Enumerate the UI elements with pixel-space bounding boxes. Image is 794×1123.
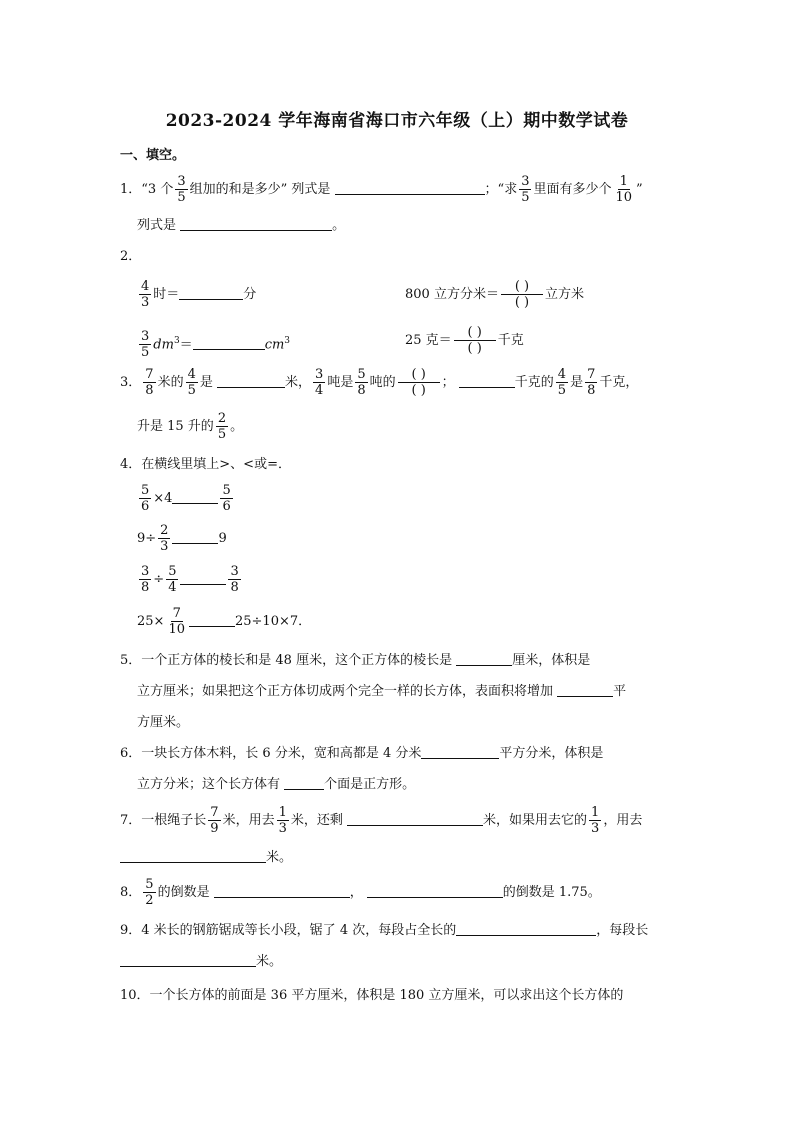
q3-f5-num: 4 bbox=[557, 367, 567, 382]
q4-i4-rhs: 25÷10×7． bbox=[234, 614, 312, 629]
q7-text-a: 一根绳子长 bbox=[141, 813, 207, 828]
question-8 bbox=[120, 876, 601, 910]
q3-f5-den: 5 bbox=[557, 383, 567, 398]
q1-text-c: ；“求 bbox=[484, 182, 518, 197]
q2-i4-den-blank: ( ) bbox=[467, 341, 482, 356]
q4-i3-blank[interactable] bbox=[180, 570, 226, 585]
q3-f2 bbox=[186, 368, 198, 397]
q9-text-a: 4 米长的钢筋锯成等长小段，锯了 4 次，每段占全长的 bbox=[141, 923, 457, 938]
q1-text-d: 里面有多少个 bbox=[533, 182, 612, 197]
question-5-line1 bbox=[120, 651, 590, 671]
q4-i1-op: ×4 bbox=[153, 491, 173, 506]
q4-item-3 bbox=[137, 563, 243, 597]
q3-t6: ； bbox=[441, 375, 455, 390]
q2-i1-text: 时＝ bbox=[153, 287, 180, 302]
question-9-line2 bbox=[120, 952, 282, 972]
q1-f1-num: 3 bbox=[177, 174, 186, 189]
q2-item-2 bbox=[405, 278, 584, 312]
q4-i3-b-den: 4 bbox=[168, 580, 177, 595]
q4-i3-a-num: 3 bbox=[141, 564, 150, 579]
q3-f3-den: 4 bbox=[315, 383, 324, 398]
question-7-line2 bbox=[120, 848, 292, 868]
q3-f7-num: 2 bbox=[217, 411, 227, 426]
q6-text-d: 个面是正方形。 bbox=[324, 777, 416, 792]
q8-number: 8． bbox=[120, 885, 142, 900]
question-3-line2 bbox=[137, 410, 243, 444]
q1-answer-blank-1[interactable] bbox=[335, 180, 485, 195]
q4-i1-rhs-den: 6 bbox=[222, 499, 231, 514]
q2-i2-unit: 立方米 bbox=[544, 287, 584, 302]
q6-text-a: 一块长方体木料，长 6 分米，宽和高都是 4 分米 bbox=[141, 746, 422, 761]
q3-f6-den: 8 bbox=[587, 383, 596, 398]
q2-i4-num-blank: ( ) bbox=[454, 326, 496, 341]
q4-text: 在横线里填上>、<或=． bbox=[141, 457, 291, 472]
q2-i2-den-blank: ( ) bbox=[514, 295, 530, 310]
q3-f6-num: 7 bbox=[587, 367, 596, 382]
q2-i1-den: 3 bbox=[141, 295, 150, 310]
q7-text-d: 米，如果用去它的 bbox=[483, 813, 588, 828]
q5-blank-2[interactable] bbox=[557, 682, 613, 697]
question-7-line1 bbox=[120, 804, 642, 838]
q1-text-b: 组加的和是多少” 列式是 bbox=[189, 182, 331, 197]
q1-number: 1． bbox=[120, 182, 142, 197]
q3-blank-1[interactable] bbox=[217, 373, 285, 388]
q3-t7: 千克的 bbox=[514, 375, 554, 390]
q4-i1-fraction bbox=[139, 484, 151, 513]
q8-text-c: 的倒数是 1.75。 bbox=[502, 885, 601, 900]
q3-f1 bbox=[143, 368, 155, 397]
page-title: 2023-2024 学年海南省海口市六年级（上）期中数学试卷 bbox=[165, 111, 629, 131]
q7-f3 bbox=[589, 806, 601, 835]
q2-i2-fraction-blank[interactable] bbox=[501, 280, 543, 309]
q2-i1-fraction bbox=[139, 280, 151, 309]
q2-number: 2． bbox=[120, 249, 142, 264]
q8-den: 2 bbox=[145, 893, 154, 908]
q3-f2-num: 4 bbox=[187, 367, 196, 382]
q3-f4-num: 5 bbox=[357, 367, 366, 382]
q4-i3-rhs-num: 3 bbox=[230, 564, 239, 579]
q3-t3: 米， bbox=[285, 375, 312, 390]
q2-i1-num: 4 bbox=[141, 279, 150, 294]
q1-text-a: “3 个 bbox=[141, 182, 174, 197]
q4-i1-num: 5 bbox=[141, 483, 150, 498]
q7-blank-1[interactable] bbox=[347, 811, 483, 826]
q8-fraction bbox=[143, 878, 155, 907]
q4-i1-rhs-num: 5 bbox=[222, 483, 231, 498]
q9-text-b: ，每段长 bbox=[596, 923, 649, 938]
q4-i2-den: 3 bbox=[160, 539, 169, 554]
q3-t1: 米的 bbox=[157, 375, 184, 390]
q5-text-b: 厘米，体积是 bbox=[512, 653, 591, 668]
q9-blank-2[interactable] bbox=[120, 952, 256, 967]
question-5-line3: 方厘米。 bbox=[137, 715, 190, 730]
question-6-line1 bbox=[120, 744, 603, 764]
q1-f1-den: 5 bbox=[177, 190, 186, 205]
q3-f3-num: 3 bbox=[315, 367, 324, 382]
q2-i3-blank[interactable] bbox=[193, 335, 265, 350]
q7-f1-num: 7 bbox=[210, 805, 219, 820]
q3-t9: 千克， bbox=[599, 375, 639, 390]
q1-fraction-2 bbox=[519, 175, 531, 204]
q7-blank-2[interactable] bbox=[120, 848, 266, 863]
q2-item-3 bbox=[137, 324, 290, 362]
q4-i3-fraction-a bbox=[139, 565, 151, 594]
q3-paren-num: ( ) bbox=[398, 368, 440, 383]
q3-f2-den: 5 bbox=[187, 383, 196, 398]
q5-text-c: 立方厘米；如果把这个正方体切成两个完全一样的长方体，表面积将增加 bbox=[137, 684, 554, 699]
q2-i3-unit-cm: cm bbox=[264, 337, 285, 353]
q2-i1-blank[interactable] bbox=[179, 285, 243, 300]
q4-i1-rhs bbox=[220, 484, 232, 513]
q8-text-a: 的倒数是 bbox=[157, 885, 210, 900]
q7-f3-num: 1 bbox=[591, 805, 600, 820]
q2-i2-num-blank: ( ) bbox=[501, 280, 543, 295]
q2-i3-exp2: 3 bbox=[284, 336, 291, 346]
question-9-line1 bbox=[120, 921, 648, 941]
q2-i3-exp: 3 bbox=[173, 336, 180, 346]
q4-i2-num: 2 bbox=[160, 523, 169, 538]
q4-i2-blank[interactable] bbox=[172, 529, 218, 544]
q3-f1-den: 8 bbox=[145, 383, 154, 398]
q1-text-e: ” bbox=[636, 182, 643, 197]
q7-number: 7． bbox=[120, 813, 142, 828]
q1-answer-blank-2[interactable] bbox=[180, 216, 332, 231]
q5-text-d: 平 bbox=[613, 684, 627, 699]
q4-i3-rhs bbox=[228, 565, 240, 594]
q2-i3-eq: ＝ bbox=[179, 337, 193, 353]
q4-i3-a-den: 8 bbox=[141, 580, 150, 595]
q3-f4 bbox=[355, 368, 367, 397]
q2-i4-text: 25 克＝ bbox=[405, 333, 452, 348]
q3-f4-den: 8 bbox=[357, 383, 366, 398]
q4-i1-den: 6 bbox=[141, 499, 150, 514]
q4-i3-b-num: 5 bbox=[168, 564, 177, 579]
q4-number: 4． bbox=[120, 457, 142, 472]
q2-i3-den: 5 bbox=[141, 345, 150, 361]
q4-i4-den: 10 bbox=[168, 622, 185, 637]
q5-text-a: 一个正方体的棱长和是 48 厘米，这个正方体的棱长是 bbox=[141, 653, 453, 668]
q1-f3-den: 10 bbox=[615, 190, 633, 205]
q3-t2: 是 bbox=[199, 375, 213, 390]
q1-line2-end: 。 bbox=[332, 218, 346, 233]
q6-number: 6． bbox=[120, 746, 142, 761]
q4-i4-pre: 25× bbox=[137, 614, 165, 629]
q10-number: 10． bbox=[120, 988, 150, 1003]
section-heading: 一、填空。 bbox=[120, 148, 186, 163]
q4-i4-fraction bbox=[166, 607, 187, 636]
q7-f2-den: 3 bbox=[278, 821, 287, 836]
q4-i2-pre: 9÷ bbox=[137, 531, 157, 546]
q6-text-b: 平方分米，体积是 bbox=[499, 746, 604, 761]
q3-f7 bbox=[216, 412, 228, 441]
question-1-line1 bbox=[120, 173, 643, 207]
q6-blank-2[interactable] bbox=[284, 775, 324, 790]
q4-i3-op: ÷ bbox=[153, 572, 165, 587]
q7-f2-num: 1 bbox=[278, 805, 287, 820]
q1-f2-den: 5 bbox=[521, 190, 530, 205]
q6-text-c: 立方分米；这个长方体有 bbox=[137, 777, 281, 792]
q4-i4-num: 7 bbox=[172, 606, 181, 621]
q3-fraction-blank[interactable] bbox=[398, 368, 440, 397]
q2-i1-unit: 分 bbox=[243, 287, 257, 302]
q3-f6 bbox=[585, 368, 597, 397]
q4-i1-blank[interactable] bbox=[172, 489, 218, 504]
q2-i4-unit: 千克 bbox=[497, 333, 524, 348]
q3-line2-text: 升是 15 升的 bbox=[137, 419, 214, 434]
q8-text-b: ， bbox=[349, 885, 363, 900]
q1-fraction-1 bbox=[175, 175, 187, 204]
q3-line2-end: 。 bbox=[230, 419, 244, 434]
q7-f1 bbox=[208, 806, 220, 835]
q3-t8: 是 bbox=[570, 375, 584, 390]
q3-blank-2[interactable] bbox=[459, 373, 515, 388]
question-6-line2 bbox=[137, 775, 415, 795]
q7-f1-den: 9 bbox=[210, 821, 219, 836]
q4-i3-fraction-b bbox=[166, 565, 178, 594]
q4-item-4 bbox=[137, 605, 311, 639]
q5-blank-1[interactable] bbox=[456, 651, 512, 666]
q3-number: 3． bbox=[120, 375, 142, 390]
question-1-line2 bbox=[137, 216, 345, 236]
q7-text-c: 米，还剩 bbox=[290, 813, 343, 828]
q10-text: 一个长方体的前面是 36 平方厘米，体积是 180 立方厘米，可以求出这个长方体的 bbox=[149, 988, 624, 1003]
q3-f3 bbox=[313, 368, 325, 397]
q8-blank-1[interactable] bbox=[214, 883, 350, 898]
q4-i4-blank[interactable] bbox=[189, 612, 235, 627]
question-10-line1 bbox=[120, 986, 623, 1006]
q9-number: 9． bbox=[120, 923, 142, 938]
q1-f2-num: 3 bbox=[521, 174, 530, 189]
q4-item-1 bbox=[137, 482, 235, 516]
question-3-line1 bbox=[120, 366, 638, 400]
question-5-line2 bbox=[137, 682, 626, 702]
q4-i3-rhs-den: 8 bbox=[230, 580, 239, 595]
q3-f7-den: 5 bbox=[217, 427, 227, 442]
q7-f3-den: 3 bbox=[591, 821, 600, 836]
q9-text-c: 米。 bbox=[256, 954, 283, 969]
q7-text-f: 米。 bbox=[266, 850, 293, 865]
q6-blank-1[interactable] bbox=[421, 744, 499, 759]
question-4 bbox=[120, 455, 291, 475]
q8-num: 5 bbox=[145, 877, 154, 892]
q3-t5: 吨的 bbox=[369, 375, 396, 390]
q5-number: 5． bbox=[120, 653, 142, 668]
q3-f5 bbox=[556, 368, 568, 397]
q8-blank-2[interactable] bbox=[367, 883, 503, 898]
q7-text-e: ，用去 bbox=[603, 813, 643, 828]
q4-i2-rhs: 9 bbox=[218, 531, 227, 546]
q1-line2-text: 列式是 bbox=[137, 218, 177, 233]
q2-item-4 bbox=[405, 324, 524, 358]
q3-f1-num: 7 bbox=[145, 367, 154, 382]
q3-t4: 吨是 bbox=[327, 375, 354, 390]
q2-i3-unit-dm: dm bbox=[153, 337, 174, 353]
q4-item-2 bbox=[137, 522, 227, 556]
q2-item-1 bbox=[137, 278, 256, 312]
q2-i3-fraction bbox=[139, 330, 151, 359]
q7-text-b: 米，用去 bbox=[222, 813, 275, 828]
q4-i2-fraction bbox=[158, 524, 170, 553]
q2-i4-fraction-blank[interactable] bbox=[454, 326, 496, 355]
q1-f3-num: 1 bbox=[619, 174, 628, 189]
q9-blank-1[interactable] bbox=[456, 921, 596, 936]
q2-i2-text: 800 立方分米＝ bbox=[405, 287, 499, 302]
q7-f2 bbox=[277, 806, 289, 835]
q3-paren-den: ( ) bbox=[411, 383, 426, 398]
q2-i3-num: 3 bbox=[141, 329, 150, 345]
q1-fraction-3 bbox=[614, 175, 635, 204]
